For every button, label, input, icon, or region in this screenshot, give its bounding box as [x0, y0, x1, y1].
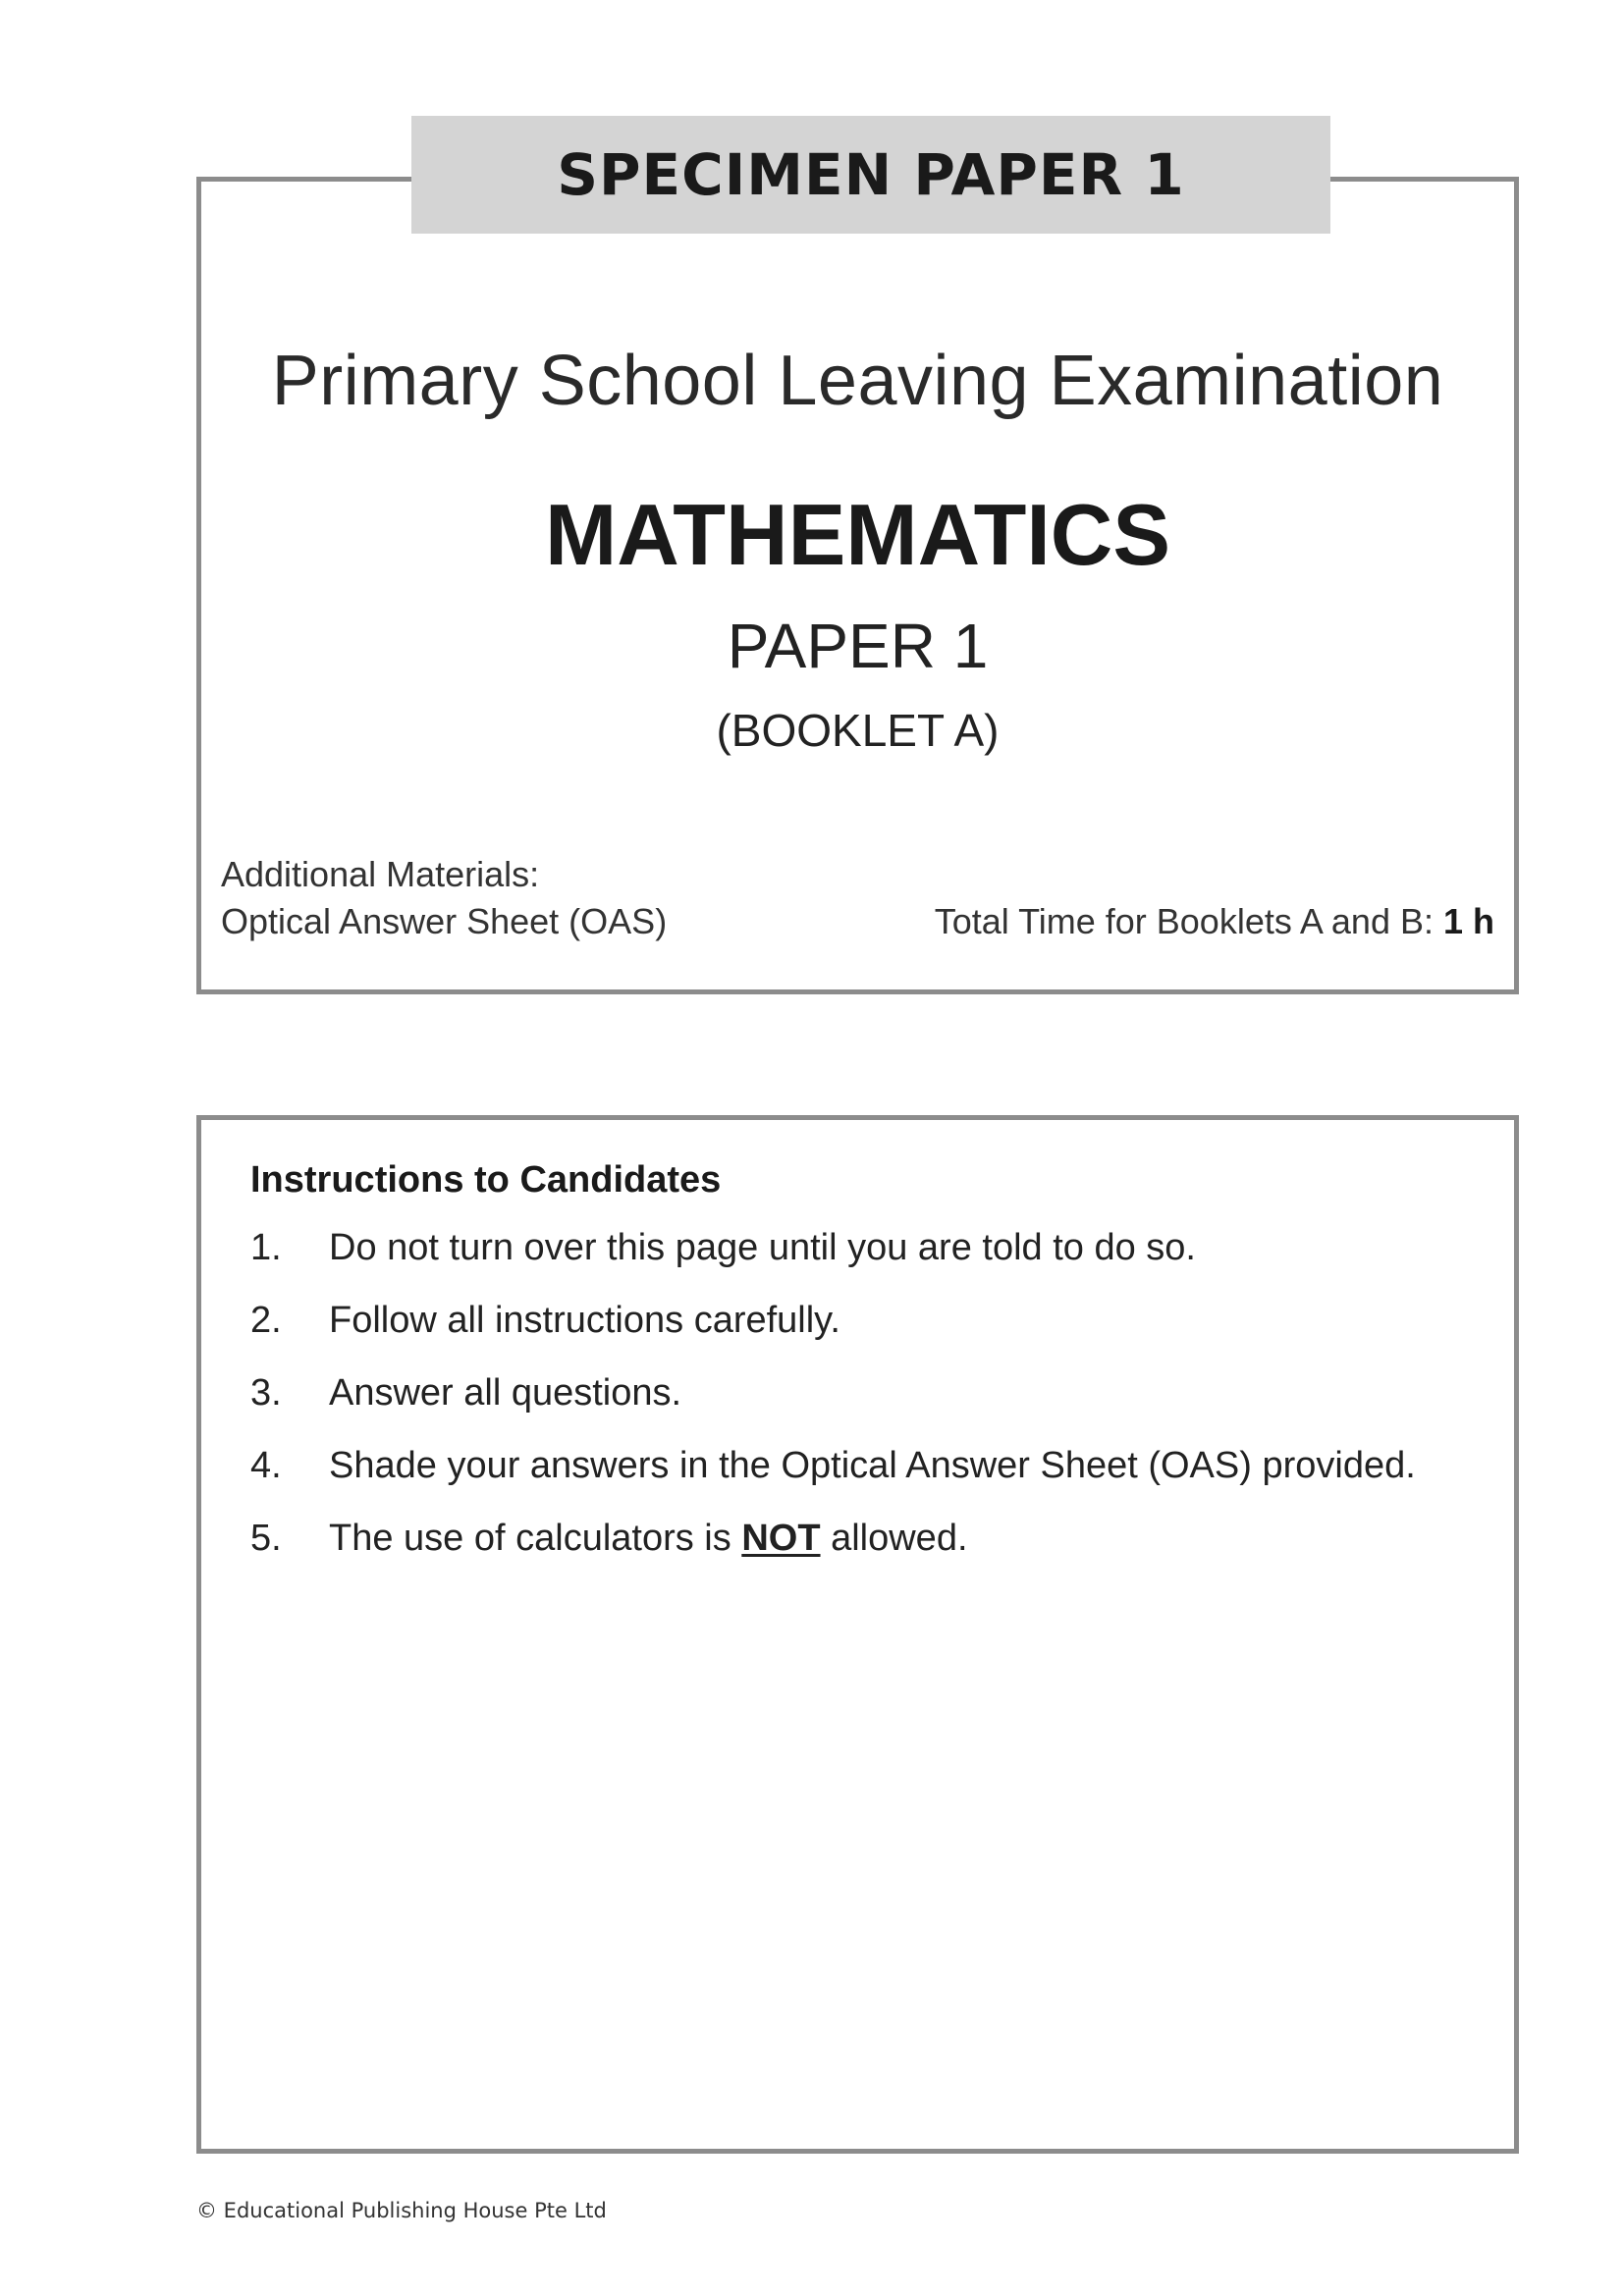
instructions-list: [250, 1227, 1416, 1590]
additional-materials-label: Additional Materials:: [221, 854, 540, 894]
instruction-item: [250, 1445, 1416, 1518]
instruction-item: [250, 1300, 1416, 1372]
instructions-heading: Instructions to Candidates: [250, 1159, 722, 1201]
instructions-box: [196, 1115, 1519, 2154]
instruction-number: 1.: [250, 1227, 282, 1268]
instruction-text: Follow all instructions carefully.: [329, 1300, 840, 1341]
instruction-number: 2.: [250, 1300, 282, 1341]
cover-box: [196, 177, 1519, 994]
exam-name: Primary School Leaving Examination: [271, 342, 1444, 420]
instruction-text: Answer all questions.: [329, 1372, 682, 1414]
instruction-text-after: allowed.: [820, 1518, 968, 1559]
instruction-text: [329, 1518, 968, 1590]
total-time-value: 1 h: [1442, 901, 1494, 941]
booklet-label: (BOOKLET A): [716, 705, 1000, 756]
instruction-number: 5.: [250, 1518, 282, 1559]
instruction-item: [250, 1227, 1416, 1300]
instruction-item: [250, 1372, 1416, 1445]
additional-materials-value: Optical Answer Sheet (OAS): [221, 901, 668, 941]
instruction-number: 4.: [250, 1445, 282, 1486]
instruction-number: 3.: [250, 1372, 282, 1414]
instruction-text: Shade your answers in the Optical Answer Sheet (OAS) provided.: [329, 1445, 1416, 1486]
total-time: [935, 901, 1494, 942]
paper-number: PAPER 1: [727, 611, 989, 681]
total-time-label: Total Time for Booklets A and B:: [934, 901, 1443, 941]
instruction-text: Do not turn over this page until you are told to do so.: [329, 1227, 1196, 1268]
instruction-item: [250, 1518, 1416, 1590]
instruction-emphasis: NOT: [741, 1518, 821, 1559]
copyright-notice: © Educational Publishing House Pte Ltd: [196, 2199, 607, 2222]
specimen-banner: SPECIMEN PAPER 1: [411, 116, 1330, 234]
instruction-text-before: The use of calculators is: [329, 1518, 742, 1559]
subject-title: MATHEMATICS: [544, 486, 1171, 583]
